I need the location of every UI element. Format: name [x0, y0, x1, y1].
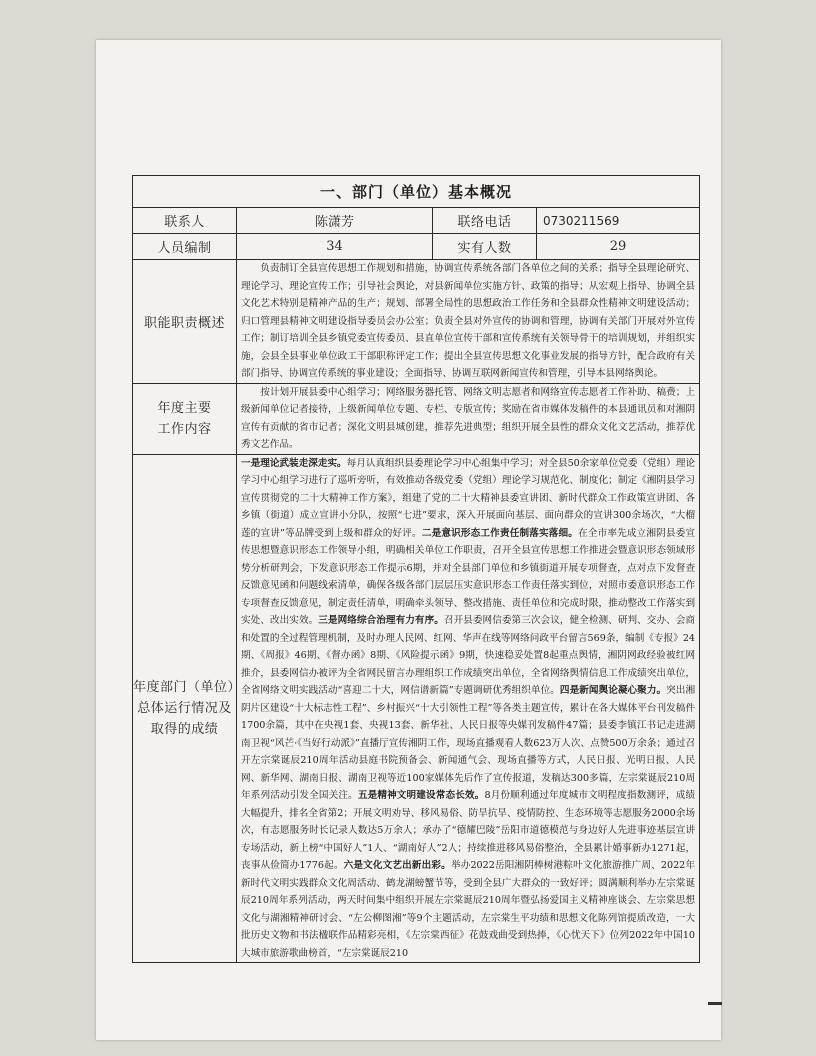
overall-label [133, 454, 242, 963]
overall-text-cell [237, 454, 700, 963]
actual-value: 29 [537, 234, 700, 260]
overall-text-1: 每月认真组织县委理论学习中心组集中学习；对全县50余家单位党委（党组）理论学习中心组学习进行了巡听旁听，有效推动各级党委（党组）理论学习规范化、制度化；制定《湘阴县学习宣传贯彻党的二十大精神工作方案》，组建了党的二十大精神县委宣讲团、新时代群众工作政策宣讲团、各乡镇（街道）成立宣讲小分队，按照“七进”要求，深入开展面向基层、面向群众的宣讲300余场次，“大榴莲的宣讲”等品牌受到上级和群众的好评。 [241, 457, 696, 539]
annual-work-row [133, 383, 700, 454]
overall-text [241, 455, 695, 963]
overall-heading-6: 六是文化文艺出新出彩。 [343, 860, 451, 871]
basic-info-table [132, 175, 700, 963]
overall-label-line1: 年度部门（单位） [133, 679, 242, 695]
overall-text-4: 突出湘阴片区建设“十大标志性工程”、乡村振兴“十大引领性工程”等各类主题宣传，累计在各大媒体平台刊发稿件1700余篇，其中在央视1套、央视13套、新华社、人民日报等央媒刊发稿件47篇；县委李镇江书记走进湖南卫视“风芒·《当好行动派》”直播厅宣传湘阴工作，现场直播观看人数623万人次、点赞500万余条；通过召开左宗棠诞辰210周年活动县庭书院预备会、新闻通气会、现场直播等方式，人民日报、光明日报、人民网、新华网、湖南日报、湖南卫视等近100家媒体先后作了宣传报道，发稿达300多篇，左宗棠诞辰210周年系列活动引发全国关注。 [241, 685, 696, 801]
overall-text-3: 召开县委网信委第三次会议，健全检测、研判、交办、会商和处置的全过程管理机制，及时办理人民网、红网、华声在线等网络问政平台留言569条，编制《专报》24期、《周报》46期、《督办函》8期、《风险提示函》9期，快速稳妥处置8起重点舆情，湘阴网政经验被红网推介，县委网信办被评为全省网民留言办理组织工作成绩突出单位，全省网络舆情信息工作成绩突出单位，全省网络文明实践活动“喜迎二十大，网信谱新篇”专题调研优秀组织单位。 [241, 615, 696, 696]
annual-work-label-line2: 工作内容 [157, 421, 212, 437]
page-edge-mark [708, 1002, 722, 1005]
overall-label-line2: 总体运行情况及 [137, 700, 232, 716]
contact-name: 陈潇芳 [237, 208, 433, 234]
duties-text-cell [237, 260, 700, 384]
duties-label: 职能职责概述 [133, 260, 237, 384]
title-row [133, 176, 700, 208]
phone-value: 0730211569 [537, 208, 700, 234]
section-title: 一、部门（单位）基本概况 [133, 176, 700, 208]
overall-heading-2: 二是意识形态工作责任制落实落细。 [421, 527, 579, 539]
overall-label-line3: 取得的成绩 [150, 721, 219, 737]
annual-work-text: 按计划开展县委中心组学习；网络服务器托管、网络文明志愿者和网络宣传志愿者工作补助、稿费；上级新闻单位记者接待，上级新闻单位专题、专栏、专版宣传；奖励在省市媒体发稿件的本县通讯员和对湘阴宣传有贡献的省市记者；深化文明县城创建，推荐先进典型；组织开展全县性的群众文化文艺活动，推荐优秀文艺作品。 [241, 386, 696, 450]
overall-text-6: 举办2022岳阳湘阴棒树港粽叶文化旅游推广周、2022年新时代文明实践群众文化周活动、鹤龙湖螃蟹节等，受到全县广大群众的一致好评；圆满顺利举办左宗棠诞辰210周年系列活动，两天时间集中组织开展左宗棠诞辰210周年暨弘扬爱国主义精神座谈会、左宗棠思想文化与湖湘精神研讨会、“左公柳图湘”等9个主题活动，左宗棠生平功绩和思想文化陈列馆提质改造，一大批历史文物和书法楹联作品精彩亮相，《左宗棠西征》花鼓戏曲受到热捧，《心忧天下》位列2022年中国10大城市旅游歌曲榜首，“左宗棠诞辰210 [241, 860, 696, 959]
overall-heading-3: 三是网络综合治理有力有序。 [318, 615, 444, 626]
duties-text: 负责制订全县宣传思想工作规划和措施，协调宣传系统各部门各单位之间的关系；指导全县理论研究、理论学习、理论宣传工作；引导社会舆论，对县新闻单位实施方针、政策的指导；从宏观上指导、协调全县文化艺术特别是精神产品的生产；规划、部署全局性的思想政治工作任务和全县群众性精神文明建设活动；归口管理县精神文明建设指导委员会办公室；负责全县对外宣传的协调和管理，协调有关部门开展对外宣传工作；制订培训全县乡镇党委宣传委员、县直单位宣传干部和宣传系统有关领导骨干的培训规划，并组织实施，会县全县事业单位政工干部职称评定工作；提出全县宣传思想文化事业发展的指导方针，配合政府有关部门指导、协调宣传系统的事业建设；全面指导、协调互联网新闻宣传和管理，引导本县网络舆论。 [241, 263, 696, 379]
duties-row [133, 260, 700, 384]
overall-row [133, 454, 700, 963]
contact-label: 联系人 [133, 208, 237, 234]
contact-row [133, 208, 700, 234]
overall-heading-5: 五是精神文明建设常态长效。 [357, 790, 485, 801]
staffing-label: 人员编制 [133, 234, 237, 260]
annual-work-label-line1: 年度主要 [157, 400, 212, 416]
actual-label: 实有人数 [433, 234, 537, 260]
overall-heading-4: 四是新闻舆论凝心聚力。 [559, 685, 667, 696]
staffing-value: 34 [237, 234, 433, 260]
staffing-row [133, 234, 700, 260]
overall-heading-1: 一是理论武装走深走实。 [241, 457, 347, 469]
overall-text-2: 在全市率先成立湘阴县委宣传思想暨意识形态工作领导小组，明确相关单位工作职责，召开全县宣传思想工作推进会暨意识形态领域形势分析研判会，下发意识形态工作提示6期，并对全县部门单位和乡镇街道开展专项督查，点对点下发督查反馈意见函和问题线索清单，确保各级各部门层层压实意识形态工作责任落实到位，对照市委意识形态工作专项督查反馈意见，制定责任清单，明确牵头领导、整改措施、责任单位和完成时限，推动整改工作落实到实处、改出实效。 [241, 527, 696, 626]
annual-work-text-cell [237, 383, 700, 454]
annual-work-label [133, 383, 237, 454]
phone-label: 联络电话 [433, 208, 537, 234]
overall-text-5: 8月份顺利通过年度城市文明程度指数测评，成绩大幅提升，排名全省第2；开展文明劝导、移风易俗、防旱抗旱、疫情防控、生态环境等志愿服务2000余场次，有志愿服务时长记录人数达5万余人；承办了“德耀巴陵”岳阳市道德模范与身边好人先进事迹基层宣讲专场活动，新上榜“中国好人”1人、“湖南好人”2人；持续推进移风易俗整治，全县累计婚事新办1271起，丧事从俭简办1776起。 [241, 790, 696, 871]
